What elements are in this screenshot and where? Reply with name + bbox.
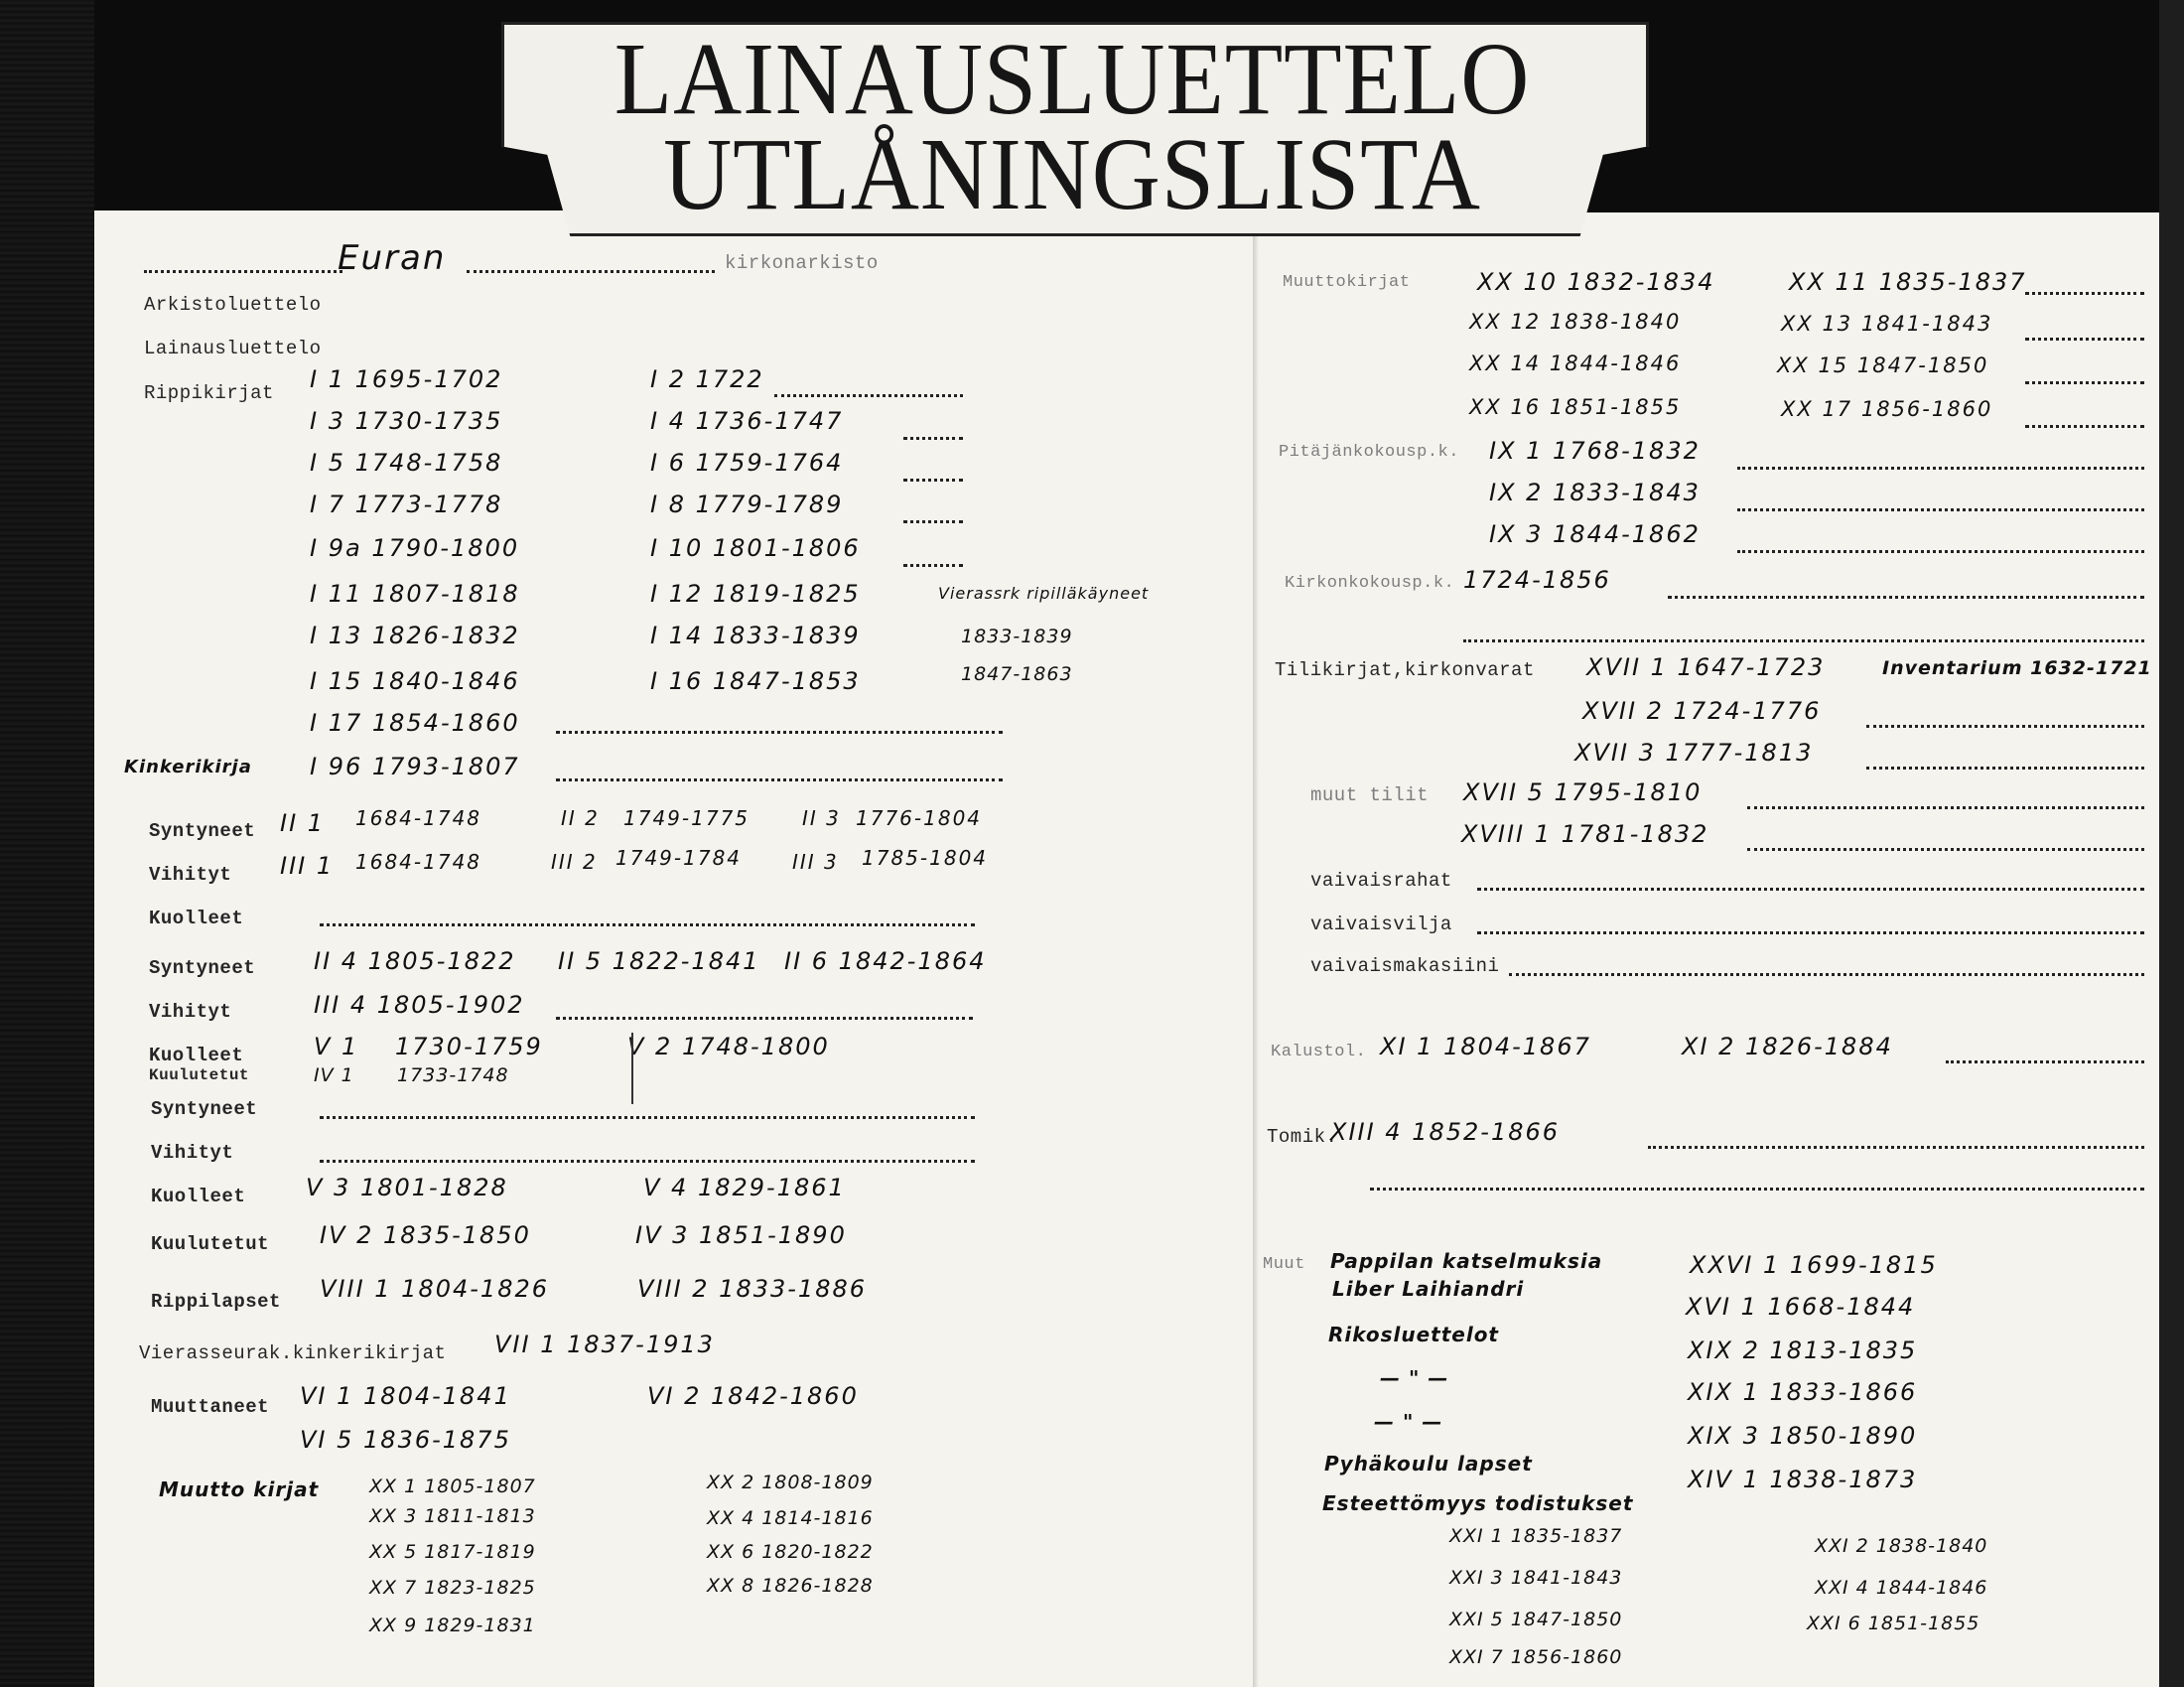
muuttokirjat-label: Muuttokirjat xyxy=(1283,273,1411,292)
kinkerikirja-label: Kinkerikirja xyxy=(124,757,252,777)
kuolleet-volume: V 1 xyxy=(314,1033,359,1060)
dotted-line xyxy=(556,778,1003,781)
esteettomyys-entry: XXI 2 1838-1840 xyxy=(1815,1535,1988,1557)
dotted-line xyxy=(1737,467,2144,470)
muuttokirja-entry: XX 15 1847-1850 xyxy=(1777,353,1989,377)
syntyneet-entry: II 6 1842-1864 xyxy=(784,947,987,975)
muut-tilit-entry: XVIII 1 1781-1832 xyxy=(1461,820,1709,848)
muuttokirja-entry: XX 5 1817-1819 xyxy=(369,1541,536,1563)
tomik-label: Tomik. xyxy=(1267,1126,1338,1148)
muuttokirja-entry: XX 1 1805-1807 xyxy=(369,1476,536,1497)
muut-entry: XIV 1 1838-1873 xyxy=(1688,1466,1918,1493)
kalustoluettelo-entry: XI 1 1804-1867 xyxy=(1380,1033,1591,1060)
pitajankokous-entry: IX 3 1844-1862 xyxy=(1489,520,1701,548)
rippikirja-entry: I 11 1807-1818 xyxy=(310,580,520,608)
rippilapset-entry: VIII 2 1833-1886 xyxy=(637,1275,867,1303)
vihityt-volume: III 2 xyxy=(551,850,598,874)
vierasseurakunta-entry: VII 1 1837-1913 xyxy=(494,1331,715,1358)
parish-name: Euran xyxy=(338,238,447,278)
rippikirja-entry: I 12 1819-1825 xyxy=(650,580,861,608)
esteettomyys-entry: XXI 6 1851-1855 xyxy=(1807,1613,1980,1634)
kalustoluettelo-entry: XI 2 1826-1884 xyxy=(1682,1033,1893,1060)
muuttaneet-entry: VI 5 1836-1875 xyxy=(300,1426,511,1454)
kuulutetut-years: 1733-1748 xyxy=(397,1064,509,1086)
syntyneet-label: Syntyneet xyxy=(151,1098,258,1120)
header-title-swedish: UTLÅNINGSLISTA xyxy=(663,117,1481,231)
muut-label: Muut xyxy=(1263,1255,1305,1274)
kuolleet-label: Kuolleet xyxy=(149,908,244,929)
dotted-line xyxy=(320,1116,975,1119)
syntyneet-years: 1684-1748 xyxy=(355,806,482,830)
dotted-line xyxy=(1477,888,2144,891)
tilikirjat-entry: XVII 3 1777-1813 xyxy=(1574,739,1814,767)
dotted-line xyxy=(320,1160,975,1163)
muuttokirja-entry: XX 2 1808-1809 xyxy=(707,1472,874,1493)
muuttokirja-entry: XX 13 1841-1843 xyxy=(1781,312,1993,336)
dotted-line xyxy=(467,270,715,273)
dotted-line xyxy=(1668,596,2144,599)
vihityt-entry: III 4 1805-1902 xyxy=(314,991,525,1019)
syntyneet-years: 1776-1804 xyxy=(856,806,983,830)
esteettomyys-entry: XXI 7 1856-1860 xyxy=(1449,1646,1623,1668)
vihityt-label: Vihityt xyxy=(151,1142,234,1164)
muuttaneet-label: Muuttaneet xyxy=(151,1396,270,1418)
vihityt-label: Vihityt xyxy=(149,1001,232,1023)
rippikirjat-label: Rippikirjat xyxy=(144,382,274,404)
syntyneet-volume: II 2 xyxy=(561,806,600,830)
muut-item: — " — xyxy=(1374,1410,1443,1434)
syntyneet-label: Syntyneet xyxy=(149,957,256,979)
dotted-line xyxy=(903,479,963,482)
kuolleet-entry: V 2 1748-1800 xyxy=(627,1033,830,1060)
lainausluettelo-label: Lainausluettelo xyxy=(144,338,322,359)
kuolleet-entry: V 3 1801-1828 xyxy=(306,1174,508,1201)
pitajankokous-label: Pitäjänkokousp.k. xyxy=(1279,443,1459,462)
arkistoluettelo-label: Arkistoluettelo xyxy=(144,294,322,316)
muut-entry: XXVI 1 1699-1815 xyxy=(1690,1251,1938,1279)
vierasseurakunta-years: 1833-1839 xyxy=(961,626,1073,647)
kuolleet-entry: V 4 1829-1861 xyxy=(643,1174,846,1201)
rippikirja-entry: I 9a 1790-1800 xyxy=(310,534,520,562)
vierasseurakunta-note: Vierassrk ripilläkäyneet xyxy=(938,584,1150,603)
rippikirja-entry: I 14 1833-1839 xyxy=(650,622,861,649)
dotted-line xyxy=(556,731,1003,734)
rippilapset-label: Rippilapset xyxy=(151,1291,281,1313)
dotted-line xyxy=(903,437,963,440)
vierasseurakunta-years: 1847-1863 xyxy=(961,663,1073,685)
muuttokirja-entry: XX 16 1851-1855 xyxy=(1469,395,1682,419)
muut-entry: XIX 2 1813-1835 xyxy=(1688,1336,1918,1364)
dotted-line xyxy=(1737,508,2144,511)
vaivaisrahat-label: vaivaisrahat xyxy=(1310,870,1452,892)
rippilapset-entry: VIII 1 1804-1826 xyxy=(320,1275,549,1303)
dotted-line xyxy=(2025,425,2144,428)
vaivaismakasiini-label: vaivaismakasiini xyxy=(1310,955,1500,977)
muuttokirja-entry: XX 8 1826-1828 xyxy=(707,1575,874,1597)
rippikirja-entry: I 7 1773-1778 xyxy=(310,491,503,518)
rippikirja-entry: I 10 1801-1806 xyxy=(650,534,861,562)
kirkonkokous-entry: 1724-1856 xyxy=(1463,566,1611,594)
tilikirjat-entry: XVII 1 1647-1723 xyxy=(1586,653,1826,681)
dotted-line xyxy=(1463,639,2144,642)
kuolleet-label: Kuolleet xyxy=(151,1186,246,1207)
muuttokirja-entry: XX 14 1844-1846 xyxy=(1469,351,1682,375)
tomik-entry: XIII 4 1852-1866 xyxy=(1330,1118,1561,1146)
vihityt-years: 1785-1804 xyxy=(862,846,989,870)
vaivaisvilja-label: vaivaisvilja xyxy=(1310,914,1452,935)
muut-entry: XIX 1 1833-1866 xyxy=(1688,1378,1918,1406)
muuttokirja-entry: XX 4 1814-1816 xyxy=(707,1507,874,1529)
syntyneet-volume: II 1 xyxy=(280,809,326,837)
pitajankokous-entry: IX 2 1833-1843 xyxy=(1489,479,1701,506)
vihityt-label: Vihityt xyxy=(149,864,232,886)
page-fold xyxy=(1253,212,1259,1687)
kuulutetut-entry: IV 2 1835-1850 xyxy=(320,1221,531,1249)
syntyneet-entry: II 4 1805-1822 xyxy=(314,947,516,975)
muuttokirja-entry: XX 12 1838-1840 xyxy=(1469,310,1682,334)
rippikirja-entry: I 2 1722 xyxy=(650,365,764,393)
muut-tilit-label: muut tilit xyxy=(1310,784,1430,806)
dotted-line xyxy=(1747,848,2144,851)
syntyneet-label: Syntyneet xyxy=(149,820,256,842)
muuttokirja-entry: XX 11 1835-1837 xyxy=(1789,268,2027,296)
muut-entry: XVI 1 1668-1844 xyxy=(1686,1293,1916,1321)
film-edge-right xyxy=(2159,0,2184,1687)
dotted-line xyxy=(144,270,342,273)
kuolleet-years: 1730-1759 xyxy=(395,1033,543,1060)
rippikirja-entry: I 16 1847-1853 xyxy=(650,667,861,695)
dotted-line xyxy=(903,520,963,523)
syntyneet-entry: II 5 1822-1841 xyxy=(558,947,760,975)
dotted-line xyxy=(1946,1060,2144,1063)
vihityt-years: 1684-1748 xyxy=(355,850,482,874)
muut-item: — " — xyxy=(1380,1366,1449,1390)
kinkerikirja-entry: I 96 1793-1807 xyxy=(310,753,520,780)
kuulutetut-volume: IV 1 xyxy=(314,1064,354,1086)
tilikirjat-entry: XVII 2 1724-1776 xyxy=(1582,697,1822,725)
dotted-line xyxy=(1737,550,2144,553)
muut-item: Esteettömyys todistukset xyxy=(1322,1491,1634,1515)
rippikirja-entry: I 4 1736-1747 xyxy=(650,407,844,435)
rippikirja-entry: I 3 1730-1735 xyxy=(310,407,503,435)
muuttaneet-entry: VI 2 1842-1860 xyxy=(647,1382,859,1410)
esteettomyys-entry: XXI 4 1844-1846 xyxy=(1815,1577,1988,1599)
muuttokirja-entry: XX 10 1832-1834 xyxy=(1477,268,1715,296)
muuttokirja-entry: XX 6 1820-1822 xyxy=(707,1541,874,1563)
syntyneet-volume: II 3 xyxy=(802,806,841,830)
muuttokirja-entry: XX 3 1811-1813 xyxy=(369,1505,536,1527)
dotted-line xyxy=(1648,1146,2144,1149)
muuttokirjat-label: Muutto kirjat xyxy=(159,1477,320,1501)
film-edge-left xyxy=(0,0,94,1687)
muuttokirja-entry: XX 17 1856-1860 xyxy=(1781,397,1993,421)
esteettomyys-entry: XXI 5 1847-1850 xyxy=(1449,1609,1623,1630)
muut-item: Pappilan katselmuksia xyxy=(1330,1249,1603,1273)
dotted-line xyxy=(903,564,963,567)
muut-item: Liber Laihiandri xyxy=(1332,1277,1525,1301)
vihityt-volume: III 3 xyxy=(792,850,839,874)
rippikirja-entry: I 8 1779-1789 xyxy=(650,491,844,518)
esteettomyys-entry: XXI 1 1835-1837 xyxy=(1449,1525,1623,1547)
tilikirjat-label: Tilikirjat,kirkonvarat xyxy=(1275,659,1535,681)
kuulutetut-label: Kuulutetut xyxy=(149,1066,250,1084)
muuttokirja-entry: XX 7 1823-1825 xyxy=(369,1577,536,1599)
dotted-line xyxy=(774,394,963,397)
header-title-finnish: LAINAUSLUETTELO xyxy=(614,22,1531,136)
kuulutetut-entry: IV 3 1851-1890 xyxy=(635,1221,847,1249)
kuulutetut-label: Kuulutetut xyxy=(151,1233,270,1255)
vierasseurakunta-label: Vierasseurak.kinkerikirjat xyxy=(139,1342,447,1364)
dotted-line xyxy=(2025,292,2144,295)
dotted-line xyxy=(1370,1188,2144,1191)
rippikirja-entry: I 6 1759-1764 xyxy=(650,449,844,477)
kuolleet-label: Kuolleet xyxy=(149,1045,244,1066)
rippikirja-entry: I 13 1826-1832 xyxy=(310,622,520,649)
muuttokirja-entry: XX 9 1829-1831 xyxy=(369,1615,536,1636)
parish-suffix: kirkonarkisto xyxy=(725,252,879,274)
dotted-line xyxy=(2025,338,2144,341)
pitajankokous-entry: IX 1 1768-1832 xyxy=(1489,437,1701,465)
dotted-line xyxy=(2025,381,2144,384)
vihityt-years: 1749-1784 xyxy=(615,846,743,870)
rippikirja-entry: I 15 1840-1846 xyxy=(310,667,520,695)
dotted-line xyxy=(1509,973,2144,976)
dotted-line xyxy=(1477,931,2144,934)
syntyneet-years: 1749-1775 xyxy=(623,806,751,830)
rippikirja-entry: I 5 1748-1758 xyxy=(310,449,503,477)
dotted-line xyxy=(556,1017,973,1020)
muut-item: Pyhäkoulu lapset xyxy=(1324,1452,1533,1476)
muut-tilit-entry: XVII 5 1795-1810 xyxy=(1463,778,1703,806)
inventarium-note: Inventarium 1632-1721 xyxy=(1882,657,2152,679)
muut-item: Rikosluettelot xyxy=(1328,1323,1499,1346)
divider-line xyxy=(631,1033,633,1104)
kirkonkokous-label: Kirkonkokousp.k. xyxy=(1285,574,1455,593)
dotted-line xyxy=(320,923,975,926)
vihityt-volume: III 1 xyxy=(280,852,335,880)
dotted-line xyxy=(1866,767,2144,770)
kalustoluettelo-label: Kalustol. xyxy=(1271,1043,1367,1061)
dotted-line xyxy=(1866,725,2144,728)
muut-entry: XIX 3 1850-1890 xyxy=(1688,1422,1918,1450)
rippikirja-entry: I 17 1854-1860 xyxy=(310,709,520,737)
esteettomyys-entry: XXI 3 1841-1843 xyxy=(1449,1567,1623,1589)
muuttaneet-entry: VI 1 1804-1841 xyxy=(300,1382,511,1410)
rippikirja-entry: I 1 1695-1702 xyxy=(310,365,503,393)
dotted-line xyxy=(1747,806,2144,809)
